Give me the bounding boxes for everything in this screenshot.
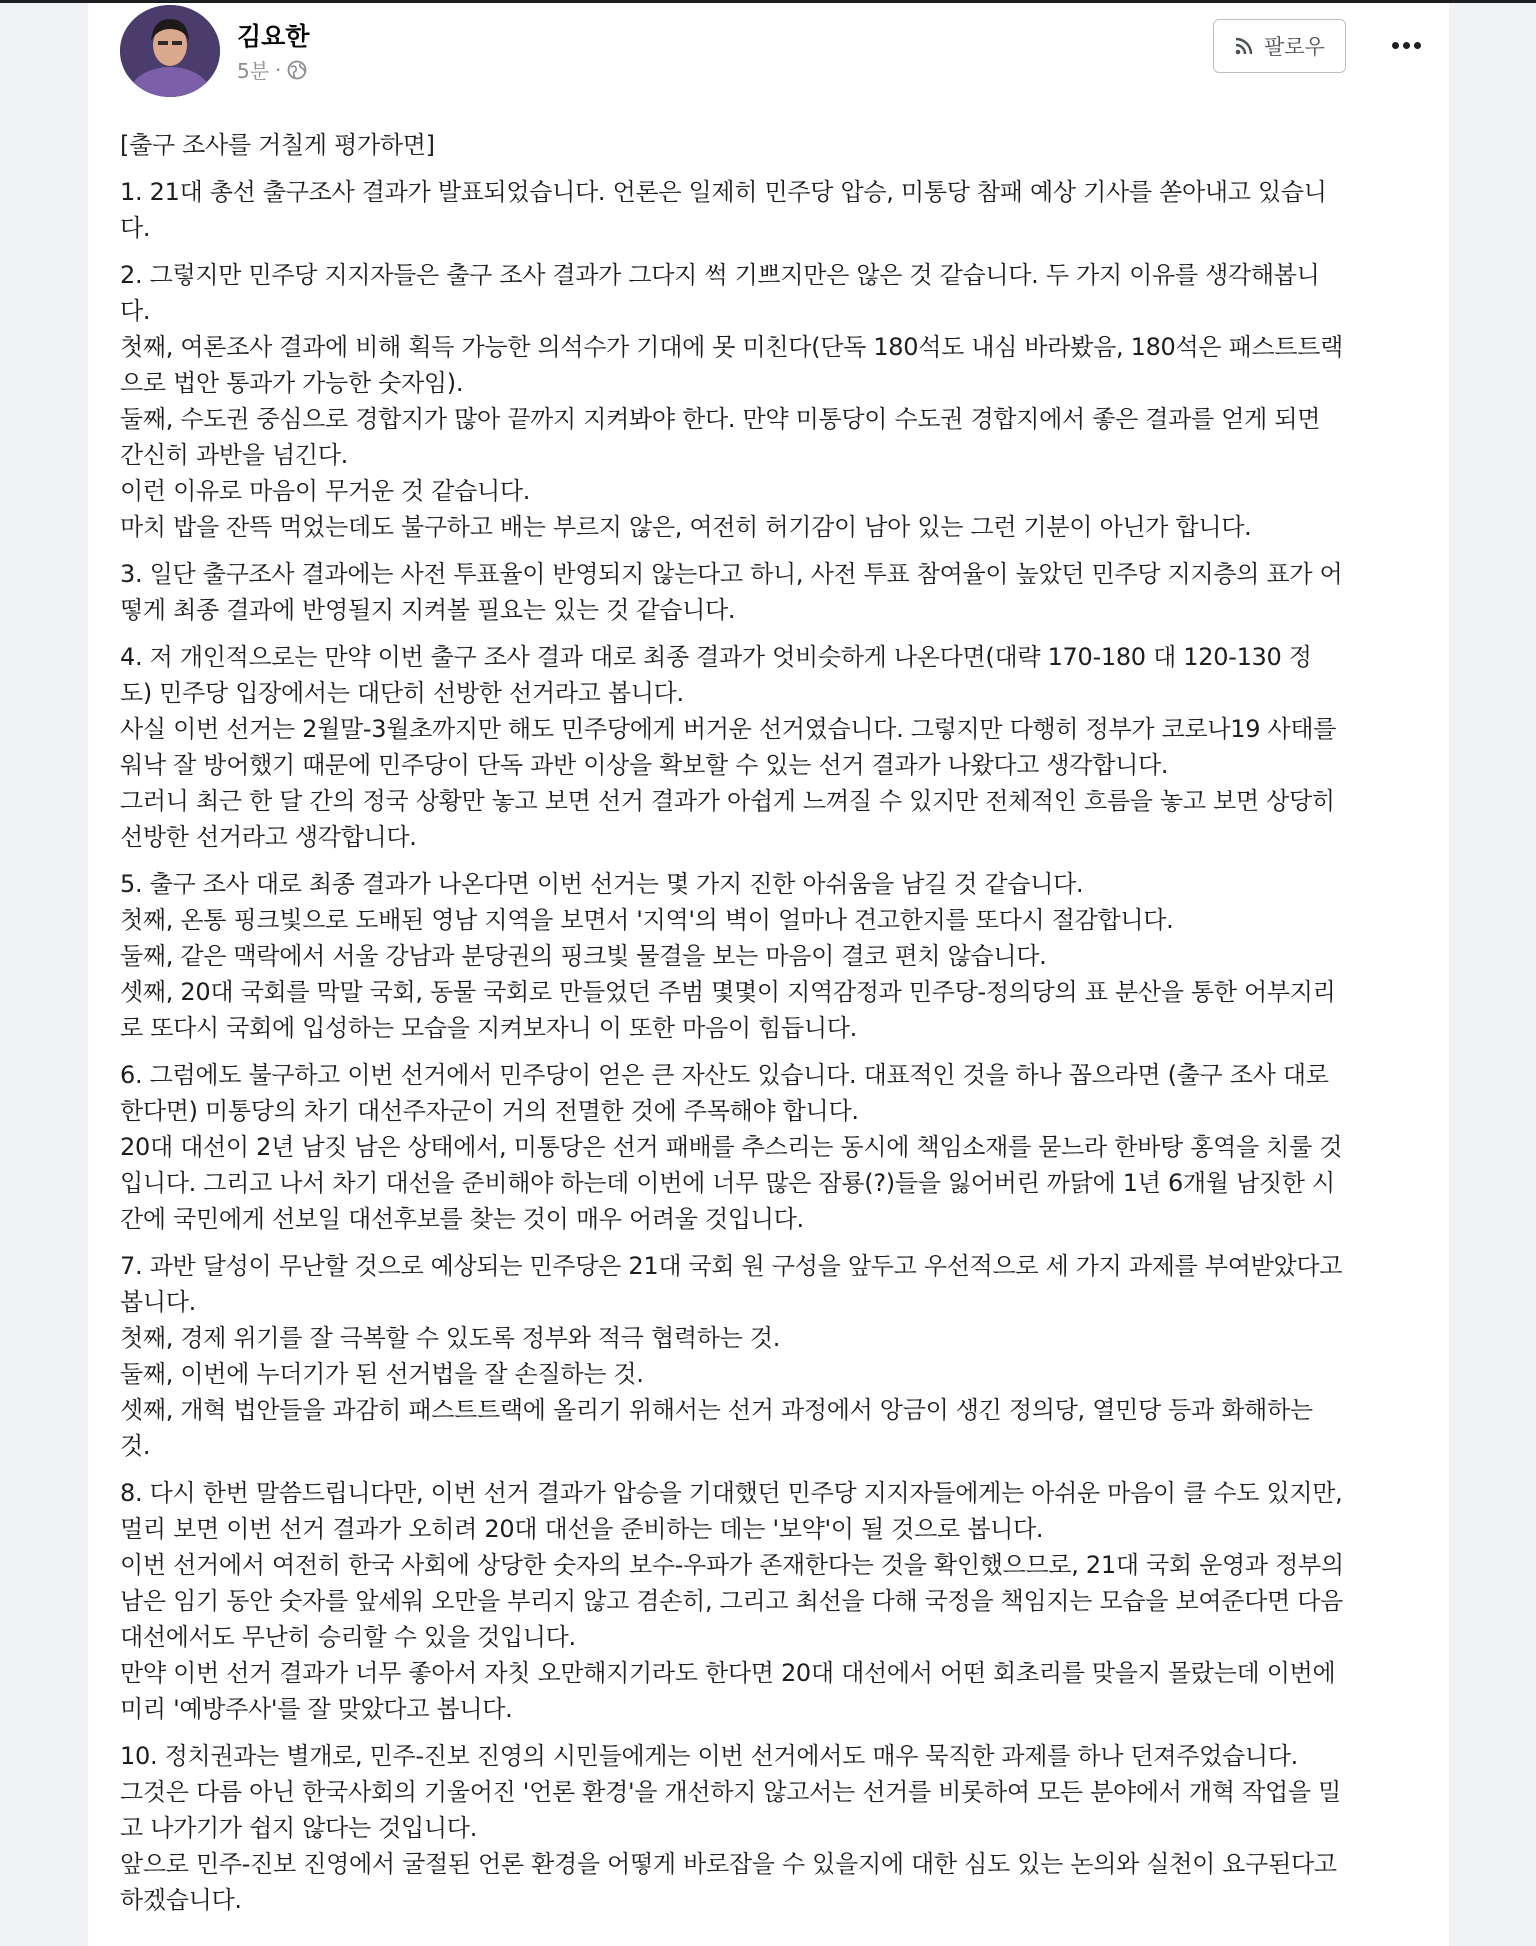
- paragraph-2: 2. 그렇지만 민주당 지지자들은 출구 조사 결과가 그다지 썩 기쁘지만은 않은 것 같습니다. 두 가지 이유를 생각해봅니 다. 첫째, 여론조사 결과에 비해 획득 가능한 의석수가 기대에 못 미친다(단독 180석도 내심 바라봤음, 180석은 패스트트랙 으로 법안 통과가 가능한 숫자임). 둘째, 수도권 중심으로 경합지가 많아 끝까지 지켜봐야 한다. 만약 미통당이 수도권 경합지에서 좋은 결과를 얻게 되면 간신히 과반을 넘긴다. 이런 이유로 마음이 무거운 것 같습니다. 마치 밥을 잔뜩 먹었는데도 불구하고 배는 부르지 않은, 여전히 허기감이 남아 있는 그런 기분이 아닌가 합니다.: [120, 261, 1344, 541]
- post-content: [120, 127, 1420, 1929]
- post-meta: [237, 55, 307, 84]
- post-header: [88, 3, 1449, 113]
- rss-icon: [1234, 36, 1254, 56]
- post-title: [출구 조사를 거칠게 평가하면]: [120, 131, 435, 159]
- follow-label: 팔로우: [1264, 35, 1325, 59]
- post-card: [88, 3, 1449, 1946]
- paragraph-1: 1. 21대 총선 출구조사 결과가 발표되었습니다. 언론은 일제히 민주당 압승, 미통당 참패 예상 기사를 쏟아내고 있습니 다.: [120, 178, 1327, 242]
- post-time[interactable]: 5분: [237, 59, 270, 83]
- globe-icon[interactable]: [287, 60, 307, 80]
- paragraph-10: 10. 정치권과는 별개로, 민주-진보 진영의 시민들에게는 이번 선거에서도 매우 묵직한 과제를 하나 던져주었습니다. 그것은 다름 아닌 한국사회의 기울어진 '언론 환경'을 개선하지 않고서는 선거를 비롯하여 모든 분야에서 개혁 작업을 밀 고 나가기가 쉽지 않다는 것입니다. 앞으로 민주-진보 진영에서 굴절된 언론 환경을 어떻게 바로잡을 수 있을지에 대한 심도 있는 논의와 실천이 요구된다고 하겠습니다.: [120, 1742, 1341, 1914]
- paragraph-6: 6. 그럼에도 불구하고 이번 선거에서 민주당이 얻은 큰 자산도 있습니다. 대표적인 것을 하나 꼽으라면 (출구 조사 대로 한다면) 미통당의 차기 대선주자군이 거의 전멸한 것에 주목해야 합니다. 20대 대선이 2년 남짓 남은 상태에서, 미통당은 선거 패배를 추스리는 동시에 책임소재를 묻느라 한바탕 홍역을 치룰 것 입니다. 그리고 나서 차기 대선을 준비해야 하는데 이번에 너무 많은 잠룡(?)들을 잃어버린 까닭에 1년 6개월 남짓한 시 간에 국민에게 선보일 대선후보를 찾는 것이 매우 어려울 것입니다.: [120, 1061, 1343, 1233]
- paragraph-5: 5. 출구 조사 대로 최종 결과가 나온다면 이번 선거는 몇 가지 진한 아쉬움을 남길 것 같습니다. 첫째, 온통 핑크빛으로 도배된 영남 지역을 보면서 '지역'의 벽이 얼마나 견고한지를 또다시 절감합니다. 둘째, 같은 맥락에서 서울 강남과 분당권의 핑크빛 물결을 보는 마음이 결코 편치 않습니다. 셋째, 20대 국회를 막말 국회, 동물 국회로 만들었던 주범 몇몇이 지역감정과 민주당-정의당의 표 분산을 통한 어부지리 로 또다시 국회에 입성하는 모습을 지켜보자니 이 또한 마음이 힘듭니다.: [120, 870, 1336, 1042]
- follow-button[interactable]: [1213, 19, 1346, 73]
- avatar-photo-icon: [120, 5, 220, 97]
- author-name[interactable]: 김요한: [237, 22, 310, 51]
- meta-separator: ·: [275, 57, 282, 82]
- paragraph-7: 7. 과반 달성이 무난할 것으로 예상되는 민주당은 21대 국회 원 구성을 앞두고 우선적으로 세 가지 과제를 부여받았다고 봅니다. 첫째, 경제 위기를 잘 극복할 수 있도록 정부와 적극 협력하는 것. 둘째, 이번에 누더기가 된 선거법을 잘 손질하는 것. 셋째, 개혁 법안들을 과감히 패스트트랙에 올리기 위해서는 선거 과정에서 앙금이 생긴 정의당, 열민당 등과 화해하는 것.: [120, 1252, 1343, 1460]
- paragraph-8: 8. 다시 한번 말씀드립니다만, 이번 선거 결과가 압승을 기대했던 민주당 지지자들에게는 아쉬운 마음이 클 수도 있지만, 멀리 보면 이번 선거 결과가 오히려 20대 대선을 준비하는 데는 '보약'이 될 것으로 봅니다. 이번 선거에서 여전히 한국 사회에 상당한 숫자의 보수-우파가 존재한다는 것을 확인했으므로, 21대 국회 운영과 정부의 남은 임기 동안 숫자를 앞세워 오만을 부리지 않고 겸손히, 그리고 최선을 다해 국정을 책임지는 모습을 보여준다면 다음 대선에서도 무난히 승리할 수 있을 것입니다. 만약 이번 선거 결과가 너무 좋아서 자칫 오만해지기라도 한다면 20대 대선에서 어떤 회초리를 맞을지 몰랐는데 이번에 미리 '예방주사'를 잘 맞았다고 봅니다.: [120, 1479, 1344, 1723]
- paragraph-4: 4. 저 개인적으로는 만약 이번 출구 조사 결과 대로 최종 결과가 엇비슷하게 나온다면(대략 170-180 대 120-130 정 도) 민주당 입장에서는 대단히 선방한 선거라고 봅니다. 사실 이번 선거는 2월말-3월초까지만 해도 민주당에게 버거운 선거였습니다. 그렇지만 다행히 정부가 코로나19 사태를 워낙 잘 방어했기 때문에 민주당이 단독 과반 이상을 확보할 수 있는 선거 결과가 나왔다고 생각합니다. 그러니 최근 한 달 간의 정국 상황만 놓고 보면 선거 결과가 아쉽게 느껴질 수 있지만 전체적인 흐름을 놓고 보면 상당히 선방한 선거라고 생각합니다.: [120, 643, 1337, 851]
- paragraph-3: 3. 일단 출구조사 결과에는 사전 투표율이 반영되지 않는다고 하니, 사전 투표 참여율이 높았던 민주당 지지층의 표가 어 떻게 최종 결과에 반영될지 지켜볼 필요는 있는 것 같습니다.: [120, 560, 1343, 624]
- author-avatar[interactable]: [120, 5, 220, 97]
- more-icon[interactable]: [1384, 23, 1428, 67]
